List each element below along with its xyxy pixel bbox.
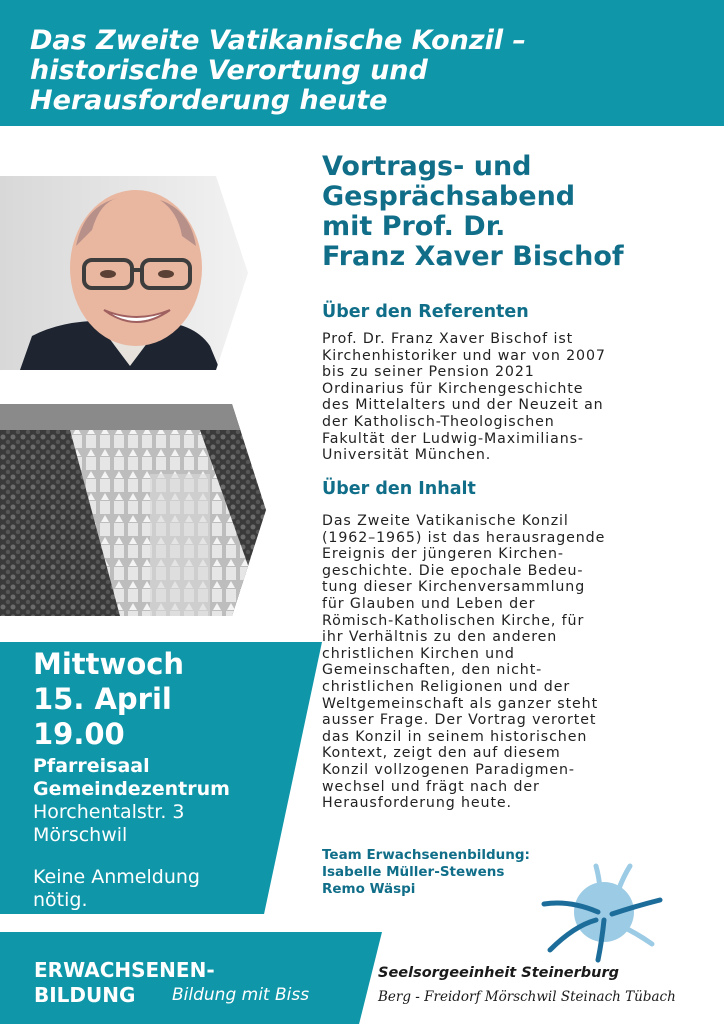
event-title-line-3: mit Prof. Dr. bbox=[322, 211, 506, 242]
team-title: Team Erwachsenenbildung: bbox=[322, 847, 530, 863]
inhalt-text-line: christlichen Religionen und der bbox=[322, 679, 571, 695]
event-note-line-2: nötig. bbox=[33, 889, 88, 911]
inhalt-text-line: ausser Frage. Der Vortrag verortet bbox=[322, 712, 597, 729]
referent-text-line: Universität München. bbox=[322, 447, 492, 464]
referent-text-line: Kirchenhistoriker und war von 2007 bbox=[322, 347, 606, 364]
event-day: Mittwoch bbox=[33, 647, 185, 681]
event-title-line-2: Gesprächsabend bbox=[322, 181, 576, 212]
inhalt-text-line: Römisch-Katholischen Kirche, für bbox=[322, 612, 585, 629]
team-member: Remo Wäspi bbox=[322, 881, 416, 897]
team-member: Isabelle Müller-Stewens bbox=[322, 864, 505, 880]
event-venue-line-1: Pfarreisaal bbox=[33, 755, 150, 777]
referent-text-line: bis zu seiner Pension 2021 bbox=[322, 364, 535, 381]
organization-name: Seelsorgeeinheit Steinerburg bbox=[378, 965, 619, 981]
inhalt-text-line: tung dieser Kirchenversammlung bbox=[322, 579, 586, 596]
inhalt-text-line: christlichen Kirchen und bbox=[322, 645, 515, 662]
footer-brand-line-1: ERWACHSENEN- bbox=[34, 958, 215, 982]
footer-slogan: Bildung mit Biss bbox=[172, 985, 310, 1005]
poster-title-line-1: Das Zweite Vatikanische Konzil – bbox=[30, 25, 526, 56]
event-time: 19.00 bbox=[33, 717, 125, 751]
inhalt-text-line: Gemeinschaften, den nicht- bbox=[322, 662, 543, 679]
section-heading-referent: Über den Referenten bbox=[322, 302, 529, 322]
council-historic-photo bbox=[0, 404, 266, 616]
poster-title-line-3: Herausforderung heute bbox=[30, 85, 388, 116]
inhalt-text-line: Das Zweite Vatikanische Konzil bbox=[322, 513, 569, 529]
inhalt-text-line: für Glauben und Leben der bbox=[322, 596, 536, 612]
inhalt-text-line: das Konzil in seinem historischen bbox=[322, 728, 588, 745]
event-venue-line-2: Gemeindezentrum bbox=[33, 778, 230, 800]
inhalt-text-line: Konzil vollzogenen Paradigmen- bbox=[322, 762, 575, 778]
inhalt-text-line: (1962–1965) ist das herausragende bbox=[322, 529, 606, 546]
inhalt-text-line: ihr Verhältnis zu den anderen bbox=[322, 629, 558, 646]
referent-text-line: Prof. Dr. Franz Xaver Bischof ist bbox=[322, 331, 574, 347]
speaker-portrait-photo bbox=[0, 176, 248, 370]
inhalt-text-line: geschichte. Die epochale Bedeu- bbox=[322, 562, 584, 579]
poster-title-line-2: historische Verortung und bbox=[30, 55, 428, 86]
referent-text-line: Ordinarius für Kirchengeschichte bbox=[322, 380, 584, 397]
inhalt-text-line: Ereignis der jüngeren Kirchen- bbox=[322, 546, 564, 563]
event-date: 15. April bbox=[33, 682, 172, 716]
event-title-line-1: Vortrags- und bbox=[322, 151, 532, 182]
event-note-line-1: Keine Anmeldung bbox=[33, 866, 200, 888]
inhalt-text-line: Herausforderung heute. bbox=[322, 795, 512, 812]
inhalt-text-line: Weltgemeinschaft als ganzer steht bbox=[322, 695, 599, 712]
seelsorgeeinheit-logo-icon bbox=[540, 860, 670, 964]
referent-text-line: des Mittelalters und der Neuzeit an bbox=[322, 397, 604, 414]
inhalt-text-line: Kontext, zeigt den auf diesem bbox=[322, 745, 561, 762]
event-town: Mörschwil bbox=[33, 824, 128, 846]
section-heading-inhalt: Über den Inhalt bbox=[322, 479, 476, 499]
event-title-line-4: Franz Xaver Bischof bbox=[322, 241, 624, 272]
organization-places: Berg - Freidorf Mörschwil Steinach Tübach bbox=[378, 989, 676, 1005]
referent-text-line: der Katholisch-Theologischen bbox=[322, 414, 555, 430]
referent-text-line: Fakultät der Ludwig-Maximilians- bbox=[322, 430, 584, 447]
footer-brand-line-2: BILDUNG bbox=[34, 983, 136, 1007]
inhalt-text-line: wechsel und frägt nach der bbox=[322, 778, 540, 795]
event-street: Horchentalstr. 3 bbox=[33, 801, 185, 823]
